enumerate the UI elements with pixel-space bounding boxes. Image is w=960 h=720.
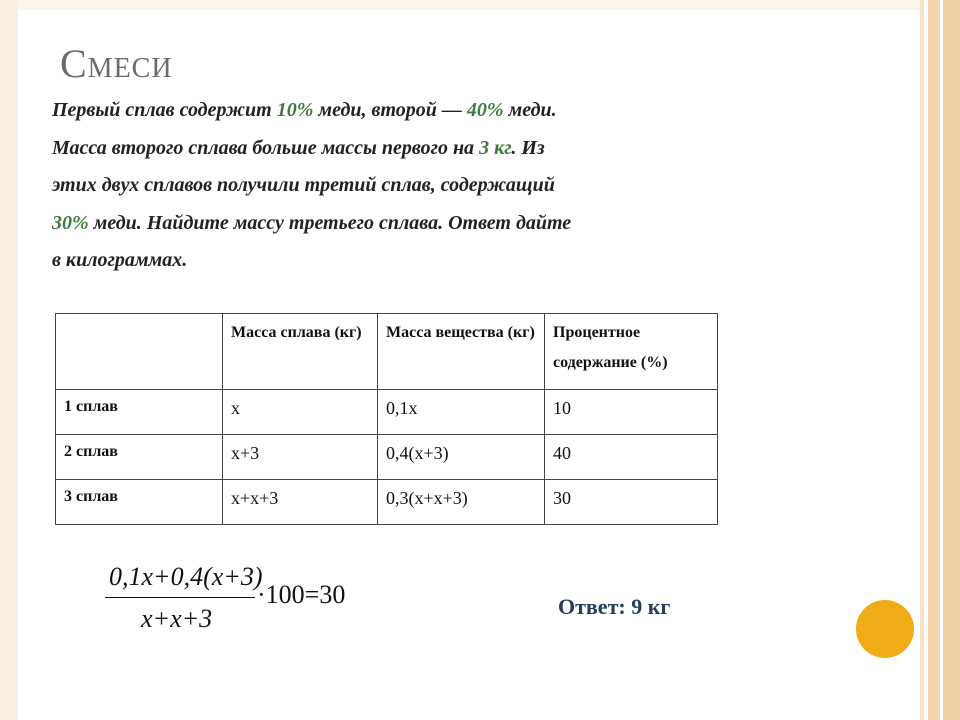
table-cell: 40 (545, 435, 718, 480)
table-cell: 0,3(x+x+3) (378, 480, 545, 525)
table-row (56, 435, 718, 480)
answer-text: Ответ: 9 кг (558, 594, 671, 619)
table-header-cell: Масса вещества (кг) (378, 314, 545, 390)
orange-circle-decoration (856, 600, 914, 658)
frame-top (0, 0, 960, 10)
table-cell: 2 сплав (56, 435, 223, 480)
table-header-row (56, 314, 718, 390)
table-cell: 3 сплав (56, 480, 223, 525)
table-cell: 1 сплав (56, 390, 223, 435)
decorative-stripes (920, 0, 960, 720)
equation-rest: ·100=30 (257, 580, 346, 609)
table-cell: x+3 (223, 435, 378, 480)
table-row (56, 390, 718, 435)
table-cell: 10 (545, 390, 718, 435)
table-cell: x (223, 390, 378, 435)
equation-denominator: x+x+3 (141, 604, 213, 633)
table-cell: 30 (545, 480, 718, 525)
table-cell: x+x+3 (223, 480, 378, 525)
equation-numerator: 0,1x+0,4(x+3) (109, 562, 263, 591)
fraction-bar (105, 597, 255, 598)
slide-title: Смеси (60, 41, 173, 86)
table-header-cell (56, 314, 223, 390)
frame-left (0, 0, 18, 720)
table-cell: 0,1x (378, 390, 545, 435)
table-header-cell: Масса сплава (кг) (223, 314, 378, 390)
problem-text: Первый сплав содержит 10% меди, второй — 40% меди. Масса второго сплава больше массы первого на 3 кг. Из этих двух сплавов получили третий сплав, содержащий 30% меди. Найдите массу третьего сплава. Ответ дайте в килограммах. (52, 99, 572, 271)
table-row (56, 480, 718, 525)
table-cell: 0,4(x+3) (378, 435, 545, 480)
table-header-cell: Процентное содержание (%) (545, 314, 718, 390)
alloy-table (55, 313, 718, 525)
